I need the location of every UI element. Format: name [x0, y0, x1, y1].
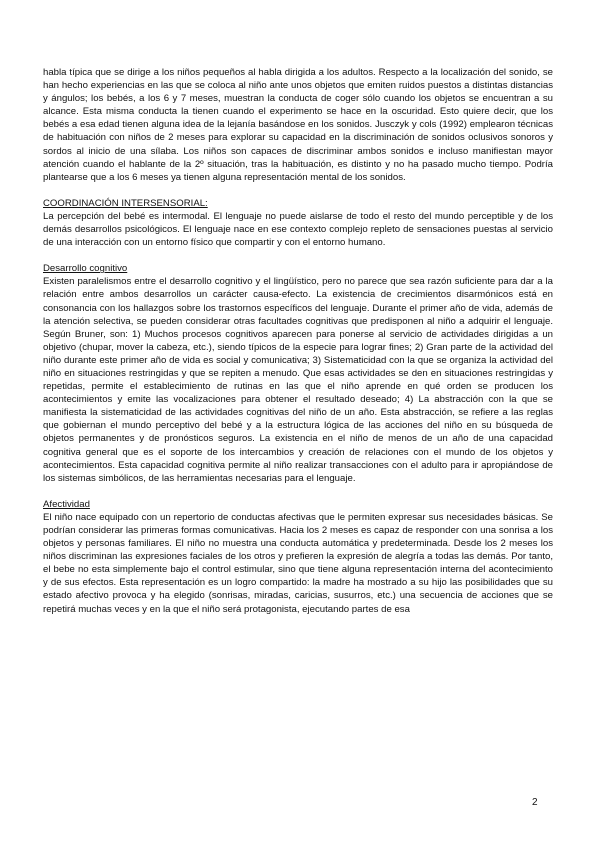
paragraph-coordinacion: La percepción del bebé es intermodal. El lenguaje no puede aislarse de todo el resto del mundo perceptible y de los demás desarrollos psicológicos. El lenguaje nace en ese contexto complejo repleto de sensaciones puestas al servicio de una interacción con un entorno físico que compartir y con el entorno humano. [43, 210, 553, 249]
document-page [43, 66, 553, 616]
spacer [43, 485, 553, 498]
paragraph-desarrollo-cognitivo: Existen paralelismos entre el desarrollo cognitivo y el lingüístico, pero no parece que sea razón suficiente para dar a la relación entre ambos desarrollos un carácter causa-efecto. La existencia de crecimientos disarmónicos está en consonancia con los hallazgos sobre los trastornos específicos del lenguaje. Durante el primer año de vida, además de la atención selectiva, se pueden considerar otras facultades cognitivas que predisponen al niño a adquirir el lenguaje. Según Bruner, son: 1) Muchos procesos cognitivos aparecen para ponerse al servicio de actividades dirigidas a un objetivo (chupar, mover la cabeza, etc.), siendo típicos de la especie para lograr fines; 2) Gran parte de la actividad del niño durante este primer año de vida es social y comunicativa; 3) Sistematicidad con la que se organiza la actividad del niño en situaciones restringidas y que se repiten a menudo. Que esas actividades se den en situaciones restringidas y repetidas, permite el establecimiento de rutinas en las que el niño aprende en qué orden se producen los acontecimientos y emite las vocalizaciones para obtener el resultado deseado; 4) La abstracción con la que se manifiesta la sistematicidad de las actividades cognitivas del niño de un año. Esta abstracción, se refiere a las reglas que gobiernan el mundo perceptivo del bebé y a la estructura lógica de las acciones del niño en su búsqueda de objetos permanentes y de pronósticos seguros. La existencia en el niño de menos de un año de una capacidad cognitiva general que es el soporte de los intercambios y creación de relaciones con el mundo de los objetos y acontecimientos. Esta capacidad cognitiva permite al niño realizar transacciones con el adulto para ir apropiándose de los sistemas simbólicos, de las herramientas necesarias para el lenguaje. [43, 276, 553, 484]
heading-coordinacion: COORDINACIÓN INTERSENSORIAL: [43, 197, 208, 209]
spacer [43, 184, 553, 197]
intro-paragraph: habla típica que se dirige a los niños pequeños al habla dirigida a los adultos. Respecto a la localización del sonido, se han hecho experiencias en las que se coloca al niño ante unos objetos que emiten ruidos puestos a distintas distancias y ángulos; los bebés, a los 6 y 7 meses, muestran la conducta de coger sólo cuando los objetos se encuentran a su alcance. Esta misma conducta la tienen cuando el experimento se hace en la oscuridad. Esto quiere decir, que los bebés a esa edad tienen alguna idea de la lejanía basándose en los sonidos. Jusczyk y cols (1992) emplearon técnicas de habituación con niños de 2 meses para explorar su capacidad en la discriminación de sonidos oclusivos sonoros y sordos al inicio de una sílaba. Los niños son capaces de discriminar ambos sonidos e incluso manifiestan mayor atención cuando el hablante de la 2º situación, tras la habituación, es distinto y no ha pasado mucho tiempo. Podría plantearse que a los 6 meses ya tienen alguna representación mental de los sonidos. [43, 67, 553, 183]
paragraph-afectividad: El niño nace equipado con un repertorio de conductas afectivas que le permiten expresar sus necesidades básicas. Se podrían considerar las primeras formas comunicativas. Hacia los 2 meses es capaz de responder con una sonrisa a los objetos y personas familiares. El niño no muestra una conducta automática y predeterminada. Desde los 2 meses los niños discriminan las expresiones faciales de los otros y prefieren la expresión de alegría a todas las demás. Por tanto, el bebe no esta simplemente bajo el control estimular, sino que tiene alguna representación interna del acontecimiento y de sus efectos. Esta representación es un logro compartido: la madre ha mostrado a su hijo las posibilidades que su estado afectivo provoca y ha elegido (sonrisas, miradas, caricias, susurros, etc.) una secuencia de acciones que se repetirá muchas veces y en la que el niño será protagonista, ejecutando partes de esa [43, 511, 553, 615]
heading-afectividad: Afectividad [43, 498, 90, 510]
spacer [43, 249, 553, 262]
page-number: 2 [532, 797, 538, 808]
heading-desarrollo-cognitivo: Desarrollo cognitivo [43, 263, 128, 275]
